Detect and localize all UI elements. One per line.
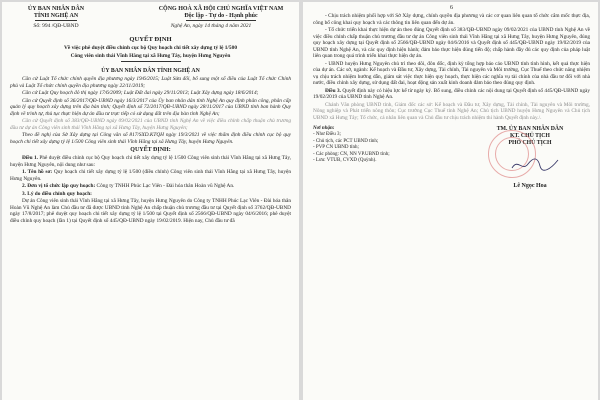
decision-heading: QUYẾT ĐỊNH: — [130, 147, 171, 154]
national-motto: Độc lập - Tự do - Hạnh phúc — [184, 13, 258, 19]
article-3 — [313, 88, 590, 101]
article-3-label: Điều 3. — [325, 87, 341, 94]
item-2 — [10, 183, 291, 190]
item-3 — [10, 191, 291, 198]
item-1-label: 1. Tên hồ sơ: — [22, 169, 53, 176]
responsibility-para-3: - UBND huyện Hưng Nguyên chủ trì theo dõi, đôn đốc, định kỳ tổng hợp báo cáo UBND tỉnh tình hình, kết quả thực hiện của dự án. Các sở, ngành: Kế hoạch và Đầu tư, Xây dựng, Tài chính, Tài nguyên và Môi trường, Cục Thuế theo chức năng nhiệm vụ chịu trách nhiệm hướng dẫn, giám sát việc thực hiện quy hoạch, thực hiện các nghĩa vụ tài chính của nhà đầu tư đối với nhà nước, điều chỉnh xây dựng, sử dụng đất đai, hoạt động sản xuất kinh doanh đảm bảo theo đúng quy định. — [313, 60, 590, 86]
document-subject-line2: Công viên sinh thái Vĩnh Hằng tại xã Hưng Tây, huyện Hưng Nguyên — [70, 52, 231, 59]
document-page-right — [303, 2, 598, 400]
document-header — [10, 6, 291, 21]
item-1-text: Quy hoạch chi tiết xây dựng tỷ lệ 1/500 (điều chỉnh) Công viên sinh thái Vĩnh Hằng tại xã Hưng Tây, huyện Hưng Nguyên. — [10, 169, 291, 182]
signer-name: Lê Ngọc Hoa — [513, 183, 547, 189]
signature-block — [470, 126, 590, 190]
recipients-list — [313, 126, 443, 190]
article-3-executors: Chánh Văn phòng UBND tỉnh, Giám đốc các sở: Kế hoạch và Đầu tư, Xây dựng, Tài chính, Tài nguyên và Môi trường, Nông nghiệp và Phát triển nông thôn; Cục trưởng Cục Thuế tỉnh Nghệ An; Chủ tịch UBND huyện Hưng Nguyên và Chủ tịch UBND xã Hưng Tây; Tổ chức, cá nhân liên quan và Chủ đầu tư chịu trách nhiệm thi hành Quyết định này./. — [313, 101, 590, 121]
document-subject-line1: Về việc phê duyệt điều chỉnh cục bộ Quy hoạch chi tiết xây dựng tỷ lệ 1/500 — [63, 45, 238, 51]
item-2-text: Công ty TNHH Phúc Lạc Viên - Đài hóa thân Hoàn vũ Nghệ An. — [96, 183, 235, 190]
handwritten-signature-icon — [510, 156, 560, 174]
motto-underline — [186, 20, 256, 21]
item-1 — [10, 169, 291, 182]
item-2-label: 2. Đơn vị tổ chức lập quy hoạch: — [22, 183, 96, 190]
item-3-label: 3. Lý do điều chỉnh quy hoạch: — [22, 190, 92, 197]
responsibility-para-2: - Tổ chức triển khai thực hiện dự án theo đúng Quyết định số 383/QĐ-UBND ngày 09/02/2021 của UBND tỉnh Nghệ An về việc điều chỉnh chấp thuận chủ trương đầu tư dự án Công viên sinh thái Vĩnh Hằng tại xã Hưng Tây, huyện Hưng Nguyên, đúng quy hoạch xây dựng tại Quyết định số 2566/QĐ-UBND ngày 04/6/2016 và Quyết định số 445/QĐ-UBND ngày 19/02/2019 của UBND tỉnh Nghệ An, và các quy định hiện hành; đảm bảo thực hiện đúng tiến độ; chấp hành đầy đủ các quy định của pháp luật liên quan trong quá trình triển khai thực hiện dự án. — [313, 27, 590, 59]
item-3-text: Dự án Công viên sinh thái Vĩnh Hằng tại xã Hưng Tây, huyện Hưng Nguyên do Công ty TNHH Phúc Lạc Viên - Đài hóa thân Hoàn Vũ Nghệ An làm Chủ đầu tư đã được UBND tỉnh Nghệ An chấp thuận chủ trương đầu tư tại Quyết định số 3762/QĐ-UBND ngày 17/8/2017; phê duyệt quy hoạch chi tiết xây dựng tỷ lệ 1/500 tại Quyết định số 2566/QĐ-UBND ngày 04/6/2016; phê duyệt điều chỉnh quy hoạch (lần 1) tại Quyết định số 445/QĐ-UBND ngày 19/02/2019. Hiện nay, Chủ đầu tư đã — [10, 198, 291, 224]
recipient-item: - Chủ tịch, các PCT UBND tỉnh; — [313, 138, 379, 144]
issuing-body-heading: ỦY BAN NHÂN DÂN TỈNH NGHỆ AN — [101, 68, 200, 75]
article-3-text: Quyết định này có hiệu lực kể từ ngày ký. Bổ sung, điều chỉnh các nội dung tại Quyết định số 445/QĐ-UBND ngày 19/02/2019 của UBND tỉnh Nghệ An. — [313, 87, 590, 100]
document-page-left — [2, 2, 299, 400]
country-name: CỘNG HOÀ XÃ HỘI CHỦ NGHĨA VIỆT NAM — [158, 6, 284, 12]
issuing-authority — [10, 6, 102, 21]
legal-basis-4: Căn cứ Quyết định số 383/QĐ-UBND ngày 09/02/2021 của UBND tỉnh Nghệ An về việc điều chỉnh chấp thuận chủ trương đầu tư dự án Công viên sinh thái Vĩnh Hằng tại xã Hưng Tây, huyện Hưng Nguyên; — [10, 118, 291, 131]
document-date: Nghệ An, ngày 14 tháng 4 năm 2021 — [170, 23, 252, 29]
signature-org: TM. ỦY BAN NHÂN DÂN — [496, 126, 564, 132]
page-number: 6 — [450, 5, 453, 11]
article-1 — [10, 155, 291, 168]
document-title: QUYẾT ĐỊNH — [129, 36, 172, 43]
header-underline — [35, 20, 77, 21]
recipient-item: - Như Điều 3; — [313, 132, 341, 138]
legal-basis-3: Căn cứ Quyết định số 36/2017/QĐ-UBND ngày 16/3/2017 của Ủy ban nhân dân tỉnh Nghệ An quy định phân công, phân cấp quản lý quy hoạch xây dựng trên địa bàn tỉnh; Quyết định số 72/2017/QĐ-UBND ngày 28/11/2017 của UBND tỉnh ban hành Quy định về trình tự, thủ tục thực hiện dự án đầu tư trực tiếp có sử dụng đất trên địa bàn tỉnh Nghệ An; — [10, 97, 291, 117]
signature-role-line2: PHÓ CHỦ TỊCH — [508, 140, 552, 146]
national-title — [151, 6, 291, 21]
header-meta-row — [10, 23, 291, 30]
document-number: Số: 994 /QĐ-UBND — [33, 23, 79, 29]
legal-basis-5: Theo đề nghị của Sở Xây dựng tại Công văn số 817/SXD.KTQH ngày 19/3/2021 về việc thẩm định điều chỉnh cục bộ quy hoạch chi tiết xây dựng tỷ lệ 1/500 Công viên sinh thái Vĩnh Hằng tại xã Hưng Tây, huyện Hưng Nguyên. — [10, 132, 291, 145]
legal-basis-1: Căn cứ Luật Tổ chức chính quyền địa phương ngày 19/6/2015; Luật Sửa đổi, bổ sung một số điều của Luật Tổ chức Chính phủ và Luật Tổ chức chính quyền địa phương ngày 22/11/2019; — [10, 76, 291, 89]
closing-block — [313, 126, 590, 190]
legal-basis-2: Căn cứ Luật Quy hoạch đô thị ngày 17/6/2009; Luật Đất đai ngày 29/11/2013; Luật Xây dựng ngày 18/6/2014; — [22, 90, 259, 97]
org-line2: TỈNH NGHỆ AN — [33, 13, 79, 19]
signature-role-line1: KT. CHỦ TỊCH — [510, 133, 550, 139]
recipients-header: Nơi nhận: — [313, 126, 335, 131]
article-1-text: Phê duyệt điều chỉnh cục bộ Quy hoạch chi tiết xây dựng tỷ lệ 1/500 Công viên sinh thái Vĩnh Hằng tại xã Hưng Tây, huyện Hưng Nguyên, nội dung như sau: — [10, 155, 291, 168]
org-line1: ỦY BAN NHÂN DÂN — [27, 6, 85, 12]
recipient-item: - Lưu: VTUB, CVXD (Quỳnh). — [313, 158, 377, 164]
title-divider — [121, 61, 181, 62]
recipient-item: - PVP CN UBND tỉnh; — [313, 145, 359, 151]
article-1-label: Điều 1. — [22, 155, 38, 162]
responsibility-para-1: - Chịu trách nhiệm phối hợp với Sở Xây dựng, chính quyền địa phương và các cơ quan liên quan tổ chức cắm mốc thực địa, công bố công khai quy hoạch và các thông tin liên quan đến dự án. — [313, 13, 590, 26]
recipient-item: - Các phòng: CN, NN VP.UBND tỉnh; — [313, 151, 390, 157]
